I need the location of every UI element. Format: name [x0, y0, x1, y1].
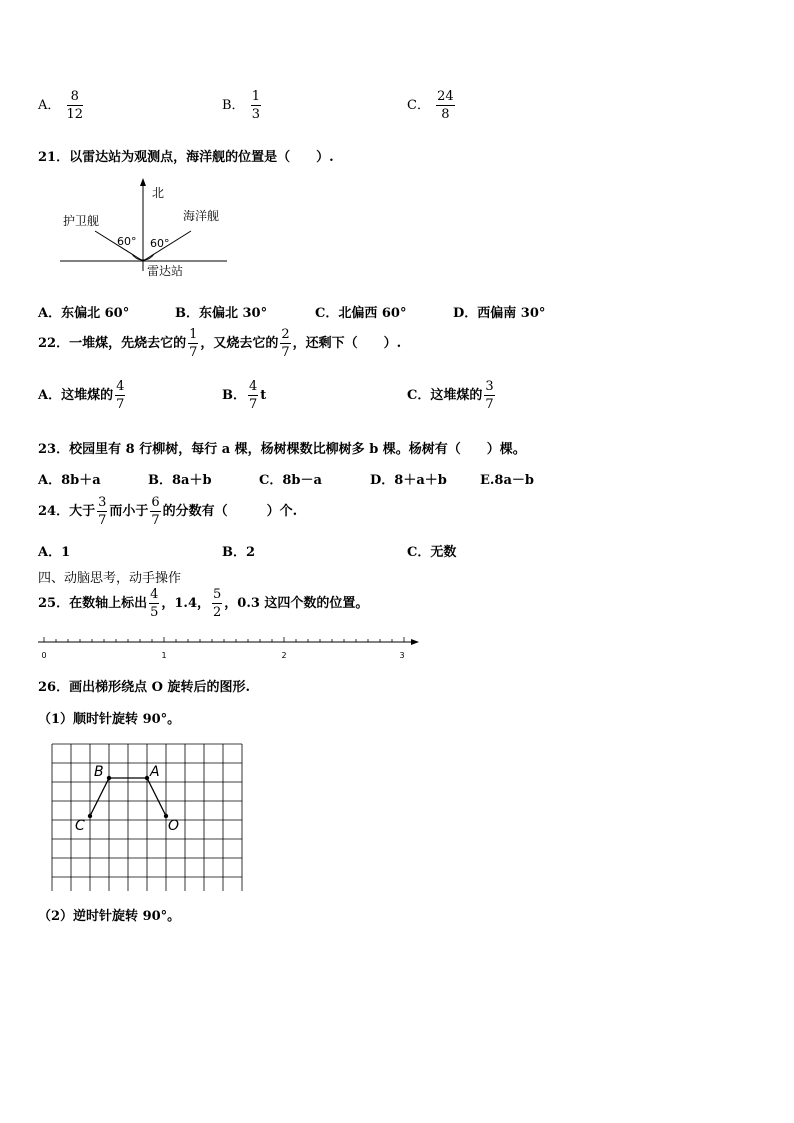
q24-fraction-1 — [97, 496, 107, 527]
q23-option-e: E.8a－b — [480, 473, 534, 488]
angle-left-label: 60° — [117, 235, 137, 248]
q22-option-c — [407, 380, 497, 411]
q22-text-suffix: ，还剩下（ ）. — [292, 336, 402, 351]
axis-label-0: 0 — [41, 651, 47, 660]
q24-option-c: C．无数 — [407, 545, 457, 560]
fraction-denominator: 8 — [441, 107, 450, 122]
q20-option-b-label: B． — [222, 98, 245, 113]
fraction-denominator: 7 — [189, 345, 198, 360]
q22-fraction-1 — [188, 328, 198, 359]
number-line-arrow-icon — [411, 639, 419, 645]
q22-option-b — [222, 380, 266, 411]
q22-option-a — [38, 380, 127, 411]
q21-option-a: A．东偏北 60° — [38, 306, 130, 321]
q20-option-c-label: C． — [407, 98, 430, 113]
label-a: A — [150, 764, 160, 780]
q22-option-b-fraction — [248, 380, 258, 411]
fraction-numerator: 5 — [213, 587, 222, 602]
number-line-ticks — [44, 637, 404, 642]
q20-option-a — [38, 90, 85, 121]
fraction-numerator: 3 — [98, 495, 107, 510]
fraction-numerator: 1 — [189, 327, 198, 342]
fraction-numerator: 6 — [151, 495, 160, 510]
axis-label-3: 3 — [399, 651, 405, 660]
point-c — [88, 814, 92, 818]
q25-fraction-1 — [149, 588, 159, 619]
q25-text-suffix: ，0.3 这四个数的位置。 — [224, 596, 369, 611]
q23-option-a: A．8b＋a — [38, 473, 101, 488]
angle-right-label: 60° — [150, 237, 170, 250]
q25-text — [38, 588, 368, 619]
q25-text-prefix: 25．在数轴上标出 — [38, 596, 148, 611]
radar-label: 雷达站 — [147, 264, 184, 278]
fraction-numerator: 2 — [281, 327, 290, 342]
q23-option-c: C．8b－a — [259, 473, 322, 488]
q24-text-suffix: 的分数有（ ）个. — [162, 504, 298, 519]
q22-text-prefix: 22．一堆煤，先烧去它的 — [38, 336, 187, 351]
fraction-denominator: 7 — [485, 397, 494, 412]
section-4-title: 四、动脑思考，动手操作 — [38, 571, 182, 586]
q22-option-c-label: C．这堆煤的 — [407, 388, 483, 403]
axis-label-1: 1 — [161, 651, 167, 660]
q22-option-a-fraction — [115, 380, 125, 411]
q24-text-mid: 而小于 — [109, 504, 149, 519]
north-label: 北 — [152, 186, 165, 200]
q22-option-b-label: B． — [222, 388, 246, 403]
label-b: B — [94, 764, 104, 780]
q24-text-prefix: 24．大于 — [38, 504, 96, 519]
fraction-denominator: 7 — [281, 345, 290, 360]
fraction-denominator: 3 — [251, 107, 260, 122]
q23-text: 23．校园里有 8 行柳树，每行 a 棵，杨树棵数比柳树多 b 棵。杨树有（ ）棵。 — [38, 442, 526, 457]
q23-option-d: D．8＋a＋b — [370, 473, 447, 488]
escort-label: 护卫舰 — [63, 214, 100, 228]
q25-fraction-2 — [212, 588, 222, 619]
q24-option-b: B．2 — [222, 545, 256, 560]
fraction-numerator: 4 — [249, 379, 258, 394]
q21-option-c: C．北偏西 60° — [315, 306, 407, 321]
q22-option-a-label: A．这堆煤的 — [38, 388, 114, 403]
fraction-numerator: 4 — [150, 587, 159, 602]
q24-text — [38, 496, 297, 527]
fraction-denominator: 12 — [66, 107, 84, 122]
fraction-denominator: 7 — [98, 513, 107, 528]
ocean-ship-label: 海洋舰 — [183, 209, 220, 223]
fraction-denominator: 7 — [151, 513, 160, 528]
q23-option-b: B．8a＋b — [148, 473, 212, 488]
q20-option-b — [222, 90, 263, 121]
fraction-numerator: 1 — [251, 89, 260, 104]
label-o: O — [168, 818, 180, 834]
q25-text-mid: ，1.4， — [161, 596, 210, 611]
q22-text — [38, 328, 401, 359]
fraction-denominator: 7 — [249, 397, 258, 412]
q20-option-a-fraction — [67, 90, 84, 121]
q21-option-b: B．东偏北 30° — [175, 306, 268, 321]
point-a — [145, 776, 149, 780]
fraction-denominator: 2 — [213, 605, 222, 620]
fraction-numerator: 4 — [116, 379, 125, 394]
q20-option-b-fraction — [251, 90, 261, 121]
q20-option-c-fraction — [436, 90, 455, 121]
q22-text-mid: ，又烧去它的 — [200, 336, 279, 351]
q26-part-1: （1）顺时针旋转 90°。 — [38, 712, 181, 727]
q26-text: 26．画出梯形绕点 O 旋转后的图形. — [38, 680, 250, 695]
q22-fraction-2 — [280, 328, 290, 359]
q26-part-2: （2）逆时针旋转 90°。 — [38, 909, 181, 924]
axis-label-2: 2 — [281, 651, 287, 660]
north-arrow-icon — [140, 178, 146, 186]
q22-option-c-fraction — [484, 380, 494, 411]
q21-option-d: D．西偏南 30° — [453, 306, 546, 321]
q24-fraction-2 — [150, 496, 160, 527]
q24-option-a: A．1 — [38, 545, 71, 560]
label-c: C — [75, 818, 85, 834]
fraction-numerator: 3 — [485, 379, 494, 394]
grid-diagram — [50, 743, 246, 891]
fraction-denominator: 5 — [150, 605, 159, 620]
fraction-denominator: 7 — [116, 397, 125, 412]
number-line — [36, 634, 421, 664]
q20-option-a-label: A． — [38, 98, 61, 113]
q20-option-c — [407, 90, 457, 121]
q21-direction-diagram — [55, 175, 240, 280]
point-b — [107, 776, 111, 780]
q22-option-b-unit: t — [260, 388, 267, 403]
fraction-numerator: 24 — [437, 89, 454, 104]
fraction-numerator: 8 — [67, 90, 84, 106]
q21-text: 21．以雷达站为观测点，海洋舰的位置是（ ）. — [38, 150, 334, 165]
